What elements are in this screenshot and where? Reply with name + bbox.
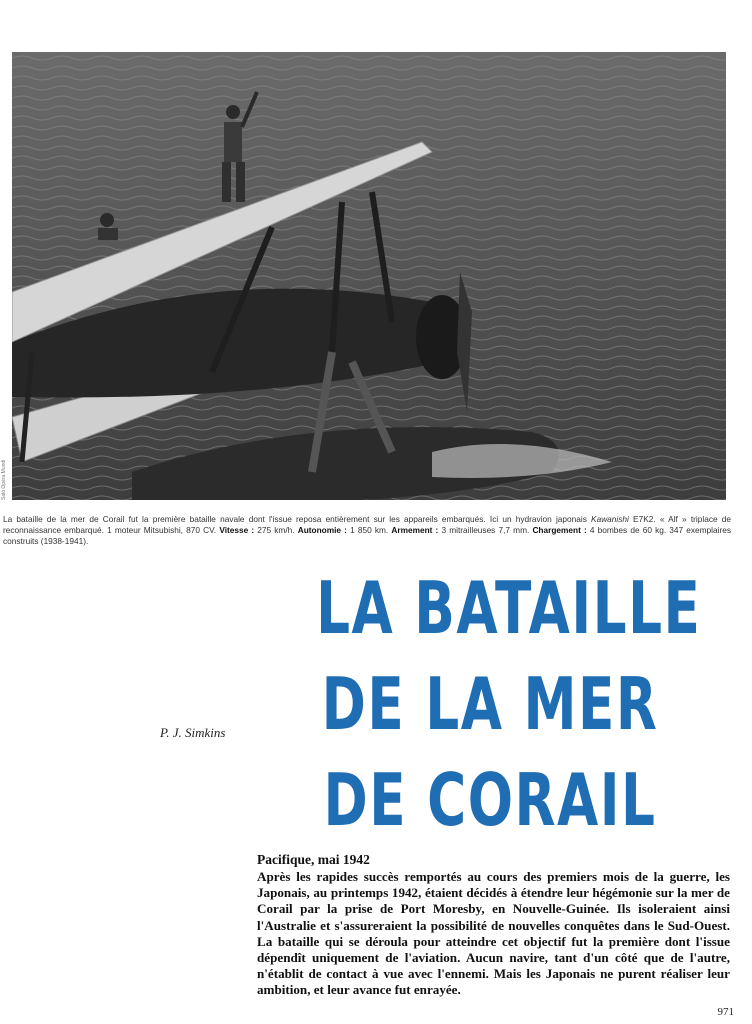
title-line-2: DE LA MER	[321, 662, 659, 746]
caption-speed-label: Vitesse :	[219, 525, 255, 535]
lead-heading: Pacifique, mai 1942	[257, 852, 370, 867]
caption-range-label: Autonomie :	[297, 525, 347, 535]
caption-line-3: 3 mitrailleuses 7,7 mm.	[441, 525, 533, 535]
caption-line-2: E7K2. « Alf » triplace de reconnaissance embarqué. 1 moteur Mitsubishi, 870 CV.	[3, 514, 731, 535]
article-title	[255, 560, 725, 848]
photo-caption	[3, 514, 731, 547]
lead-paragraph: Après les rapides succès remportés au cours des premiers mois de la guerre, les Japonais, au printemps 1942, étaient décidés à étendre leur hégémonie sur la mer de Corail par la prise de Port Moresby, en Nouvelle-Guinée. Ils isoleraient ainsi l'Australie et s'assureraient la possibilité de nouvelles conquêtes dans le Sud-Ouest. La bataille qui se déroula pour atteindre cet objectif fut la première dont l'issue dépendît uniquement de l'aviation. Aucun navire, tant d'un côté que de l'autre, n'établit de contact à vue avec l'ennemi. Mais les Japonais ne purent réaliser leur ambition, et leur avance fut enrayée.	[257, 869, 730, 998]
caption-aircraft-name: Kawanishi	[591, 514, 629, 524]
page-number: 971	[717, 1006, 734, 1018]
title-line-3: DE CORAIL	[323, 758, 657, 842]
caption-load-value: 4 bombes de 60 kg. 347 exemplaires construits (1938-1941).	[3, 525, 732, 546]
photo-seaplane	[12, 52, 726, 500]
photo-credit: Salò Opéra Mundi	[1, 459, 7, 500]
caption-load-label: Chargement :	[532, 525, 587, 535]
caption-speed-value: 275 km/h.	[254, 525, 298, 535]
title-line-1: LA BATAILLE	[316, 566, 702, 650]
author-byline: P. J. Simkins	[160, 725, 226, 740]
caption-line-1: La bataille de la mer de Corail fut la première bataille navale dont l'issue reposa entièrement sur les appareils embarqués. Ici un hydravion japonais	[3, 514, 587, 524]
seaplane-illustration	[12, 52, 726, 500]
caption-armament-label: Armement :	[391, 525, 439, 535]
caption-range-value: 1 850 km.	[346, 525, 392, 535]
